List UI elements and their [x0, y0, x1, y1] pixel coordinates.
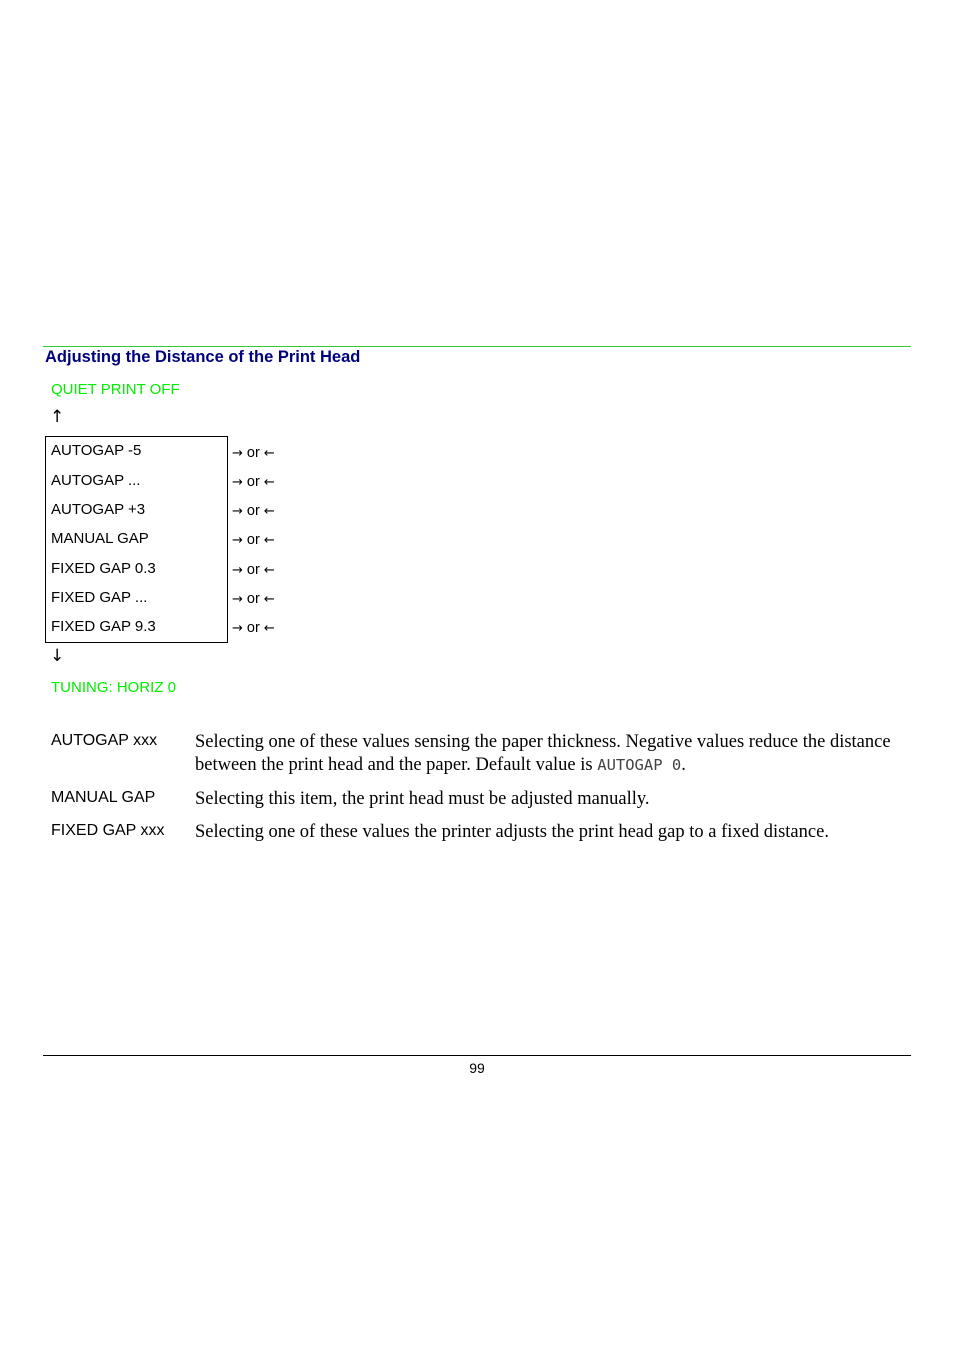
- menu-item-fixed-gap-range: FIXED GAP ...: [51, 589, 148, 606]
- left-arrow-icon: ←: [263, 533, 275, 548]
- down-arrow-icon: ↓: [50, 646, 65, 666]
- nav-hint-or: or: [242, 532, 264, 548]
- right-arrow-icon: →: [232, 563, 243, 578]
- menu-next-item: TUNING: HORIZ 0: [51, 679, 177, 696]
- nav-hint: [232, 561, 275, 580]
- description-term-autogap: AUTOGAP xxx: [51, 732, 158, 749]
- nav-hint-or: or: [242, 562, 264, 578]
- up-arrow-icon: ↑: [50, 407, 65, 427]
- nav-hint: [232, 473, 275, 492]
- footer-rule: [43, 1055, 911, 1056]
- description-text-autogap: [195, 731, 905, 777]
- left-arrow-icon: ←: [263, 563, 275, 578]
- menu-item-fixed-gap-max: FIXED GAP 9.3: [51, 618, 156, 635]
- left-arrow-icon: ←: [263, 592, 275, 607]
- nav-hint: [232, 531, 275, 550]
- right-arrow-icon: →: [232, 621, 243, 636]
- nav-hint-or: or: [242, 591, 264, 607]
- right-arrow-icon: →: [232, 475, 243, 490]
- right-arrow-icon: →: [232, 504, 243, 519]
- description-text-manual-gap: Selecting this item, the print head must be adjusted manually.: [195, 789, 650, 809]
- left-arrow-icon: ←: [263, 446, 275, 461]
- left-arrow-icon: ←: [263, 475, 275, 490]
- description-term-fixed-gap: FIXED GAP xxx: [51, 822, 165, 839]
- menu-options-box: [45, 436, 228, 643]
- right-arrow-icon: →: [232, 533, 243, 548]
- page-number: 99: [469, 1060, 485, 1076]
- menu-previous-item: QUIET PRINT OFF: [51, 381, 180, 398]
- nav-hint-or: or: [242, 445, 264, 461]
- menu-item-autogap-max: AUTOGAP +3: [51, 501, 146, 518]
- left-arrow-icon: ←: [263, 504, 275, 519]
- description-body: Selecting one of these values sensing the paper thickness. Negative values reduce the distance between the print head and the paper. Default value is: [195, 732, 891, 775]
- menu-item-autogap-range: AUTOGAP ...: [51, 472, 141, 489]
- nav-hint: [232, 502, 275, 521]
- nav-hint: [232, 590, 275, 609]
- left-arrow-icon: ←: [263, 621, 275, 636]
- description-term-manual-gap: MANUAL GAP: [51, 789, 156, 806]
- section-heading: Adjusting the Distance of the Print Head: [45, 348, 361, 366]
- menu-item-autogap-min: AUTOGAP -5: [51, 442, 142, 459]
- default-value-code: AUTOGAP 0: [597, 756, 682, 774]
- menu-item-fixed-gap-min: FIXED GAP 0.3: [51, 560, 156, 577]
- nav-hint: [232, 444, 275, 463]
- right-arrow-icon: →: [232, 592, 243, 607]
- nav-hint: [232, 619, 275, 638]
- menu-item-manual-gap: MANUAL GAP: [51, 530, 149, 547]
- right-arrow-icon: →: [232, 446, 243, 461]
- nav-hint-or: or: [242, 474, 264, 490]
- nav-hint-or: or: [242, 503, 264, 519]
- description-text-fixed-gap: Selecting one of these values the printer adjusts the print head gap to a fixed distance.: [195, 822, 829, 842]
- description-suffix: .: [681, 755, 686, 775]
- nav-hint-or: or: [242, 620, 264, 636]
